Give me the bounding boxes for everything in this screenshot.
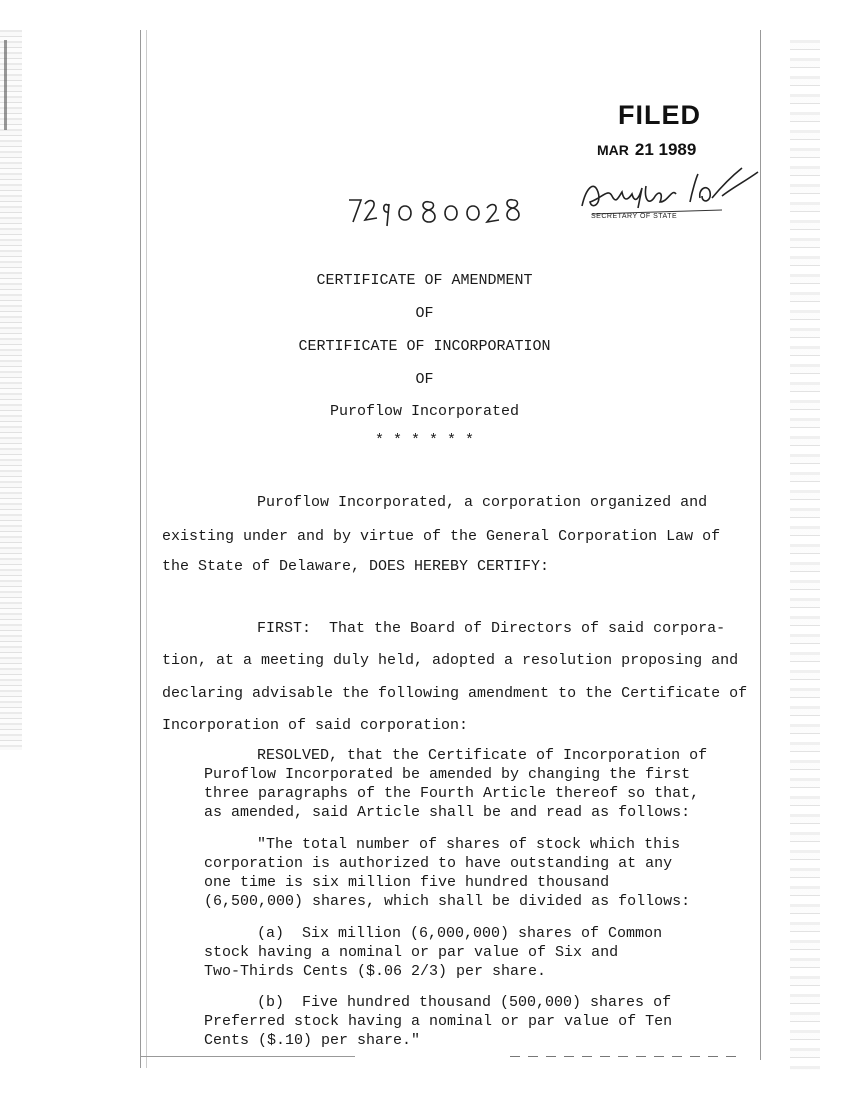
item-b-line: (b) Five hundred thousand (500,000) shares of bbox=[257, 994, 672, 1011]
quote-line: one time is six million five hundred thousand bbox=[204, 874, 610, 891]
scan-edge-left bbox=[0, 30, 22, 750]
item-a-line: stock having a nominal or par value of Six and bbox=[204, 944, 619, 961]
filed-stamp: FILED bbox=[618, 100, 701, 130]
resolution-line: three paragraphs of the Fourth Article thereof so that, bbox=[204, 785, 700, 802]
filed-date-month: MAR bbox=[597, 142, 629, 158]
company-name: Puroflow Incorporated bbox=[329, 403, 520, 420]
first-line: Incorporation of said corporation: bbox=[162, 717, 469, 734]
secretary-signature bbox=[572, 158, 762, 220]
intro-line: the State of Delaware, DOES HEREBY CERTIFY: bbox=[162, 558, 550, 575]
quote-line: corporation is authorized to have outstanding at any bbox=[204, 855, 673, 872]
first-line: tion, at a meeting duly held, adopted a resolution proposing and bbox=[162, 652, 739, 669]
item-b-line: Cents ($.10) per share." bbox=[204, 1032, 421, 1049]
scan-mark bbox=[4, 40, 7, 130]
separator: * * * * * * bbox=[374, 432, 475, 449]
certificate-title: CERTIFICATE OF AMENDMENT bbox=[316, 272, 533, 289]
scan-edge-right bbox=[790, 40, 820, 1070]
bottom-dashed-rule bbox=[510, 1056, 740, 1057]
title-of-1: OF bbox=[415, 305, 434, 322]
filed-date-day: 21 1989 bbox=[634, 140, 697, 159]
intro-line: Puroflow Incorporated, a corporation organized and bbox=[257, 494, 708, 511]
quote-line: (6,500,000) shares, which shall be divided as follows: bbox=[204, 893, 691, 910]
title-of-2: OF bbox=[415, 371, 434, 388]
handwritten-file-number bbox=[345, 190, 535, 232]
margin-line-left bbox=[140, 30, 141, 1068]
secretary-of-state-label: SECRETARY OF STATE bbox=[591, 213, 678, 220]
intro-line: existing under and by virtue of the General Corporation Law of bbox=[162, 528, 721, 545]
resolution-line: as amended, said Article shall be and read as follows: bbox=[204, 804, 691, 821]
margin-line-left-inner bbox=[146, 30, 147, 1068]
item-b-line: Preferred stock having a nominal or par value of Ten bbox=[204, 1013, 673, 1030]
certificate-subject: CERTIFICATE OF INCORPORATION bbox=[298, 338, 551, 355]
quote-line: "The total number of shares of stock which this bbox=[257, 836, 681, 853]
filed-date bbox=[597, 140, 696, 160]
first-line: declaring advisable the following amendment to the Certificate of bbox=[162, 685, 748, 702]
item-a-line: Two-Thirds Cents ($.06 2/3) per share. bbox=[204, 963, 547, 980]
bottom-rule bbox=[140, 1056, 355, 1057]
resolution-line: RESOLVED, that the Certificate of Incorporation of bbox=[257, 747, 708, 764]
first-line: FIRST: That the Board of Directors of said corpora- bbox=[257, 620, 726, 637]
resolution-line: Puroflow Incorporated be amended by changing the first bbox=[204, 766, 691, 783]
item-a-line: (a) Six million (6,000,000) shares of Common bbox=[257, 925, 663, 942]
